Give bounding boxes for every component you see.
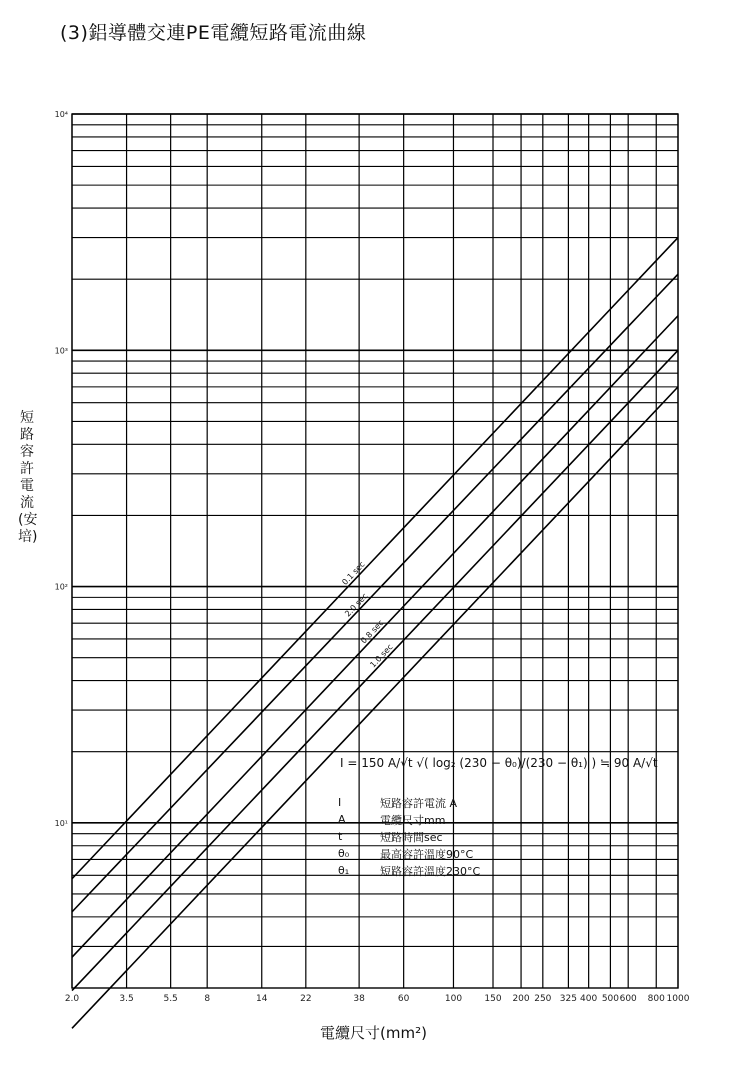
series-line [72,387,678,1028]
x-tick-label: 14 [256,994,268,1004]
x-tick-label: 600 [619,994,637,1004]
series-line [72,350,678,990]
series-label: 2.0 sec [343,591,370,619]
series-line [72,238,678,879]
x-tick-label: 60 [397,994,410,1004]
legend [330,794,480,879]
legend-row [330,862,480,879]
chart-title: (3)鋁導體交連PE電纜短路電流曲線 [60,22,367,44]
legend-symbol: θ₀ [338,847,350,860]
legend-text: 最高容許溫度90°C [380,847,474,861]
legend-text: 短路容許溫度230°C [380,864,481,878]
x-tick-label: 800 [647,994,665,1004]
y-tick-label: 10⁴ [54,110,68,119]
series-label: 0.8 sec [359,618,386,646]
x-tick-label: 5.5 [163,994,178,1004]
legend-symbol: A [338,813,346,826]
x-tick-label: 100 [444,994,463,1004]
y-axis-label: 短路容許電流(安培) [18,410,38,545]
formula-text: I = 150 A/√t √( log₂ (230 − θ₀)/(230 − θ₁) ) ≒ 90 A/√t [340,756,658,770]
x-tick-label: 8 [204,994,211,1004]
legend-symbol: t [338,830,343,843]
y-tick-label: 10² [54,582,68,592]
x-tick-label: 1000 [666,994,690,1004]
x-tick-label: 400 [580,994,598,1004]
legend-row [330,794,480,811]
x-tick-label: 2.0 [64,994,80,1004]
x-tick-label: 200 [512,994,530,1004]
y-tick-label: 10¹ [54,818,68,828]
x-tick-label: 38 [353,994,365,1004]
x-tick-label: 325 [559,994,577,1004]
legend-text: 短路時間sec [380,830,443,844]
legend-row [330,811,480,828]
series-label: 0.1 sec [340,559,367,587]
x-axis-label: 電纜尺寸(mm²) [320,1024,427,1042]
legend-text: 電纜尺寸mm [380,813,446,827]
legend-symbol: I [338,796,342,809]
x-tick-label: 500 [601,994,620,1004]
x-tick-label: 22 [300,994,312,1004]
x-tick-label: 3.5 [119,994,134,1004]
y-tick-label: 10³ [54,346,68,356]
legend-row [330,845,480,862]
legend-row [330,828,480,845]
legend-text: 短路容許電流 A [380,796,458,810]
x-tick-label: 250 [534,994,552,1004]
legend-symbol: θ₁ [338,864,350,877]
x-tick-label: 150 [484,994,502,1004]
series-label: 1.0 sec [368,642,395,670]
